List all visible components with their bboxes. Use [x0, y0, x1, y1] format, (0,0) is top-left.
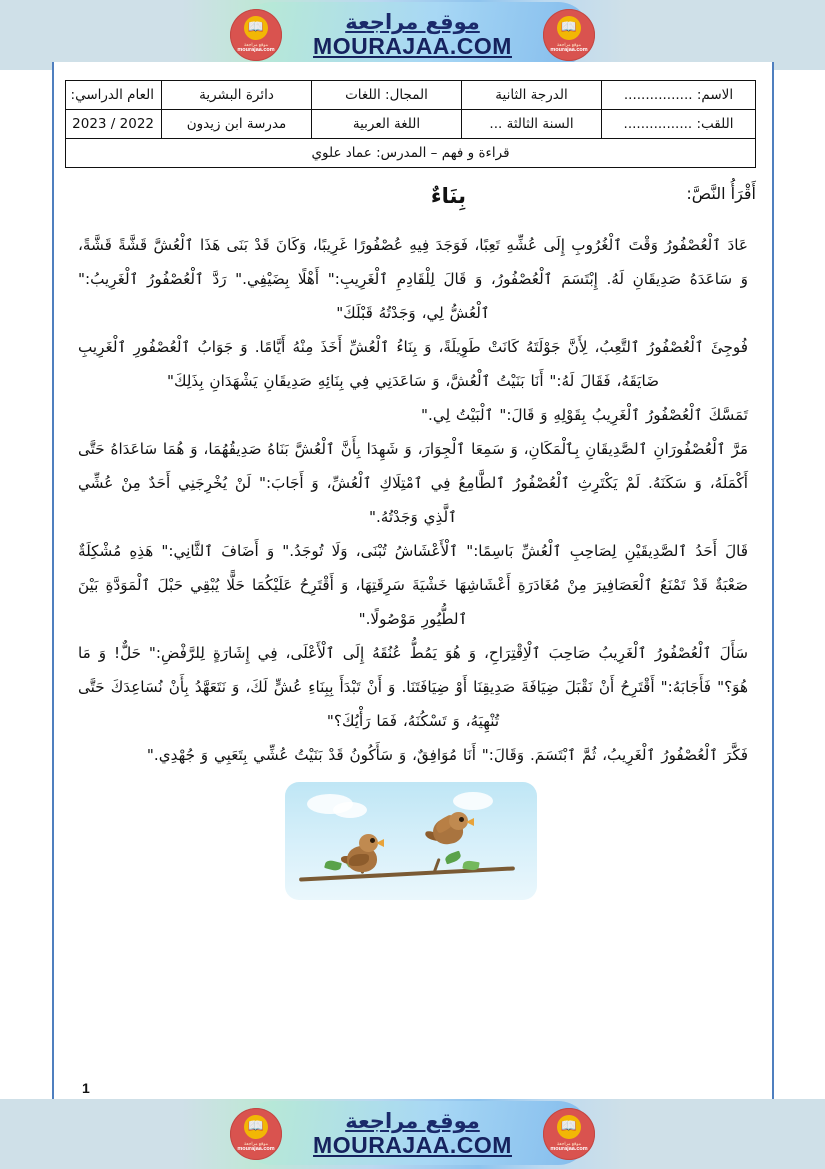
cell-year-label: العام الدراسي:: [66, 81, 162, 110]
story-paragraph: فَكَّرَ ٱلْعُصْفُورُ ٱلْغَرِيبُ، ثُمَّ ٱبْتَسَمَ. وَقَالَ:" أَنَا مُوَافِقٌ، وَ سَأَكُونُ قَدْ بَنَيْتُ عُشِّي بِتَعَبِي وَ جُهْدِي.": [146, 746, 748, 764]
badge-caption-left: [237, 1141, 274, 1154]
badge-caption-line2: mourajaa.com: [550, 1146, 588, 1153]
cell-student-surname: اللقب: ................: [602, 110, 756, 139]
page-title: بِنَاءٌ: [430, 184, 466, 208]
bottom-watermark-banner: [0, 1099, 825, 1169]
table-row: [66, 81, 756, 110]
story-paragraph: فُوجِئَ ٱلْعُصْفُورُ ٱلتَّعِبُ، لِأَنَّ جَوْلَتَهُ كَانَتْ طَوِيلَةً، وَ بِنَاءُ ٱلْعُشِّ أَخَذَ مِنْهُ أَيَّامًا. وَ جَوَابُ ٱلْعُصْفُورِ ٱلْغَرِيبِ ضَايَقَهُ، فَقَالَ لَهُ:" أَنَا بَنَيْتُ ٱلْعُشَّ، وَ سَاعَدَنِي فِي بِنَائِهِ صَدِيقَانِ يَشْهَدَانِ بِذَلِكَ": [78, 338, 748, 390]
leaf-icon: [444, 851, 462, 865]
bird-eye: [370, 838, 375, 843]
banner-title-url: MOURAJAA.COM: [313, 32, 512, 59]
badge-caption-line2: mourajaa.com: [237, 47, 275, 54]
badge-caption-line2: mourajaa.com: [550, 47, 588, 54]
birds-illustration: [285, 782, 537, 900]
badge-caption-right: [550, 42, 587, 55]
banner-title-arabic: موقع مراجعة: [345, 1109, 480, 1134]
site-logo-badge-left: [230, 1108, 282, 1160]
book-icon: 📖: [244, 16, 268, 40]
read-instruction-label: أَقْرَأُ النَّصَّ:: [686, 184, 756, 203]
book-icon: 📖: [244, 1115, 268, 1139]
badge-caption-line1: موقع مراجعة: [243, 41, 269, 47]
site-logo-badge-right: [543, 9, 595, 61]
badge-caption-line1: موقع مراجعة: [556, 41, 582, 47]
bird-beak: [376, 839, 384, 847]
header-info-table: [65, 80, 756, 168]
cell-grade: الدرجة الثانية: [462, 81, 602, 110]
cell-level: السنة الثالثة ...: [462, 110, 602, 139]
flying-bird-icon: [425, 806, 485, 846]
table-row: [66, 110, 756, 139]
badge-caption-line2: mourajaa.com: [237, 1146, 275, 1153]
story-paragraph: سَأَلَ ٱلْعُصْفُورُ ٱلْغَرِيبُ صَاحِبَ ٱلْاِقْتِرَاحِ، وَ هُوَ يَمُطُّ عُنُقَهُ إِلَى ٱلْأَعْلَى، فِي إِشَارَةٍ لِلرَّفْضِ:" حَلٌّ! وَ مَا هُوَ؟" فَأَجَابَهُ:" أَقْتَرِحُ أَنْ نَقْبَلَ ضِيَافَةَ صَدِيقِنَا أَوْ ضِيَافَتَنَا. وَ أَنْ تَبْدَأَ بِبِنَاءِ عُشٍّ لَكَ، وَ نَتَعَهَّدُ بِأَنْ نُسَاعِدَكَ حَتَّى تُنْهِيَهُ، وَ تَسْكُنَهُ، فَمَا رَأْيُكَ؟": [78, 644, 748, 730]
illustration-wrapper: [66, 782, 756, 900]
cell-activity-teacher: قراءة و فهم – المدرس: عماد علوي: [66, 139, 756, 168]
site-logo-badge-right: [543, 1108, 595, 1160]
story-paragraph: تَمَسَّكَ ٱلْعُصْفُورُ ٱلْغَرِيبُ بِقَوْلِهِ وَ قَالَ:" ٱلْبَيْتُ لِي.": [421, 406, 748, 424]
banner-title-top: [313, 11, 512, 59]
banner-title-bottom: [313, 1110, 512, 1158]
cell-student-name: الاسم: ................: [602, 81, 756, 110]
cell-subject: اللغة العربية: [312, 110, 462, 139]
badge-caption-left: [237, 42, 274, 55]
cell-year-value: 2022 / 2023: [66, 110, 162, 139]
page-number: 1: [82, 1080, 90, 1096]
cell-field: المجال: اللغات: [312, 81, 462, 110]
site-logo-badge-left: [230, 9, 282, 61]
bird-beak: [466, 818, 474, 826]
worksheet-sheet: [52, 62, 774, 1102]
perched-bird-icon: [341, 828, 397, 874]
cell-school: مدرسة ابن زيدون: [162, 110, 312, 139]
badge-caption-right: [550, 1141, 587, 1154]
badge-caption-line1: موقع مراجعة: [243, 1140, 269, 1146]
book-icon: 📖: [557, 1115, 581, 1139]
banner-title-arabic: موقع مراجعة: [345, 10, 480, 35]
cell-department: دائرة البشرية: [162, 81, 312, 110]
title-row: [66, 184, 756, 214]
badge-caption-line1: موقع مراجعة: [556, 1140, 582, 1146]
story-paragraph: عَادَ ٱلْعُصْفُورُ وَقْتَ ٱلْغُرُوبِ إِلَى عُشِّهِ تَعِبًا، فَوَجَدَ فِيهِ عُصْفُورًا غَرِيبًا، وَكَانَ قَدْ بَنَى هَذَا ٱلْعُشَّ قَشَّةً قَشَّةً، وَ سَاعَدَهُ صَدِيقَانِ لَهُ. إِبْتَسَمَ ٱلْعُصْفُورُ، وَ قَالَ لِلْقَادِمِ ٱلْغَرِيبِ:" أَهْلًا بِضَيْفِي." رَدَّ ٱلْعُصْفُورُ ٱلْغَرِيبُ:" ٱلْعُشُّ لِي، وَجَدْتُهُ قَبْلَكَ": [78, 236, 748, 322]
book-icon: 📖: [557, 16, 581, 40]
leaf-icon: [324, 859, 342, 872]
story-paragraph: قَالَ أَحَدُ ٱلصَّدِيقَيْنِ لِصَاحِبِ ٱلْعُشِّ بَاسِمًا:" ٱلْأَعْشَاشُ تُبْنَى، وَلَا تُوجَدُ." وَ أَضَافَ ٱلثَّانِي:" هَذِهِ مُشْكِلَةٌ صَعْبَةٌ قَدْ تَمْنَعُ ٱلْعَصَافِيرَ مِنْ مُغَادَرَةِ أَعْشَاشِهَا خَشْيَةَ سَرِقَتِهَا، وَ أَقْتَرِحُ عَلَيْكُمَا حَلًّا يُبْقِي حَبْلَ ٱلْمَوَدَّةِ بَيْنَ ٱلطُّيُورِ مَوْصُولًا.": [78, 542, 748, 628]
table-row: [66, 139, 756, 168]
top-watermark-banner: [0, 0, 825, 70]
story-paragraph: مَرَّ ٱلْعُصْفُورَانِ ٱلصَّدِيقَانِ بِٱلْمَكَانِ، وَ سَمِعَا ٱلْجِوَارَ، وَ شَهِدَا بِأَنَّ ٱلْعُشَّ بَنَاهُ صَدِيقُهُمَا، وَ هُمَا سَاعَدَاهُ حَتَّى أَكْمَلَهُ، وَ سَكَنَهُ. لَمْ يَكْتَرِثِ ٱلْعُصْفُورُ ٱلطَّامِعُ فِي ٱمْتِلَاكِ ٱلْعُشِّ، وَ أَجَابَ:" لَنْ يُخْرِجَنِي أَحَدٌ مِنْ عُشِّي ٱلَّذِي وَجَدْتُهُ.": [78, 440, 748, 526]
cloud-icon: [333, 802, 367, 818]
bird-eye: [459, 817, 464, 822]
banner-title-url: MOURAJAA.COM: [313, 1131, 512, 1158]
story-text: [78, 228, 748, 772]
